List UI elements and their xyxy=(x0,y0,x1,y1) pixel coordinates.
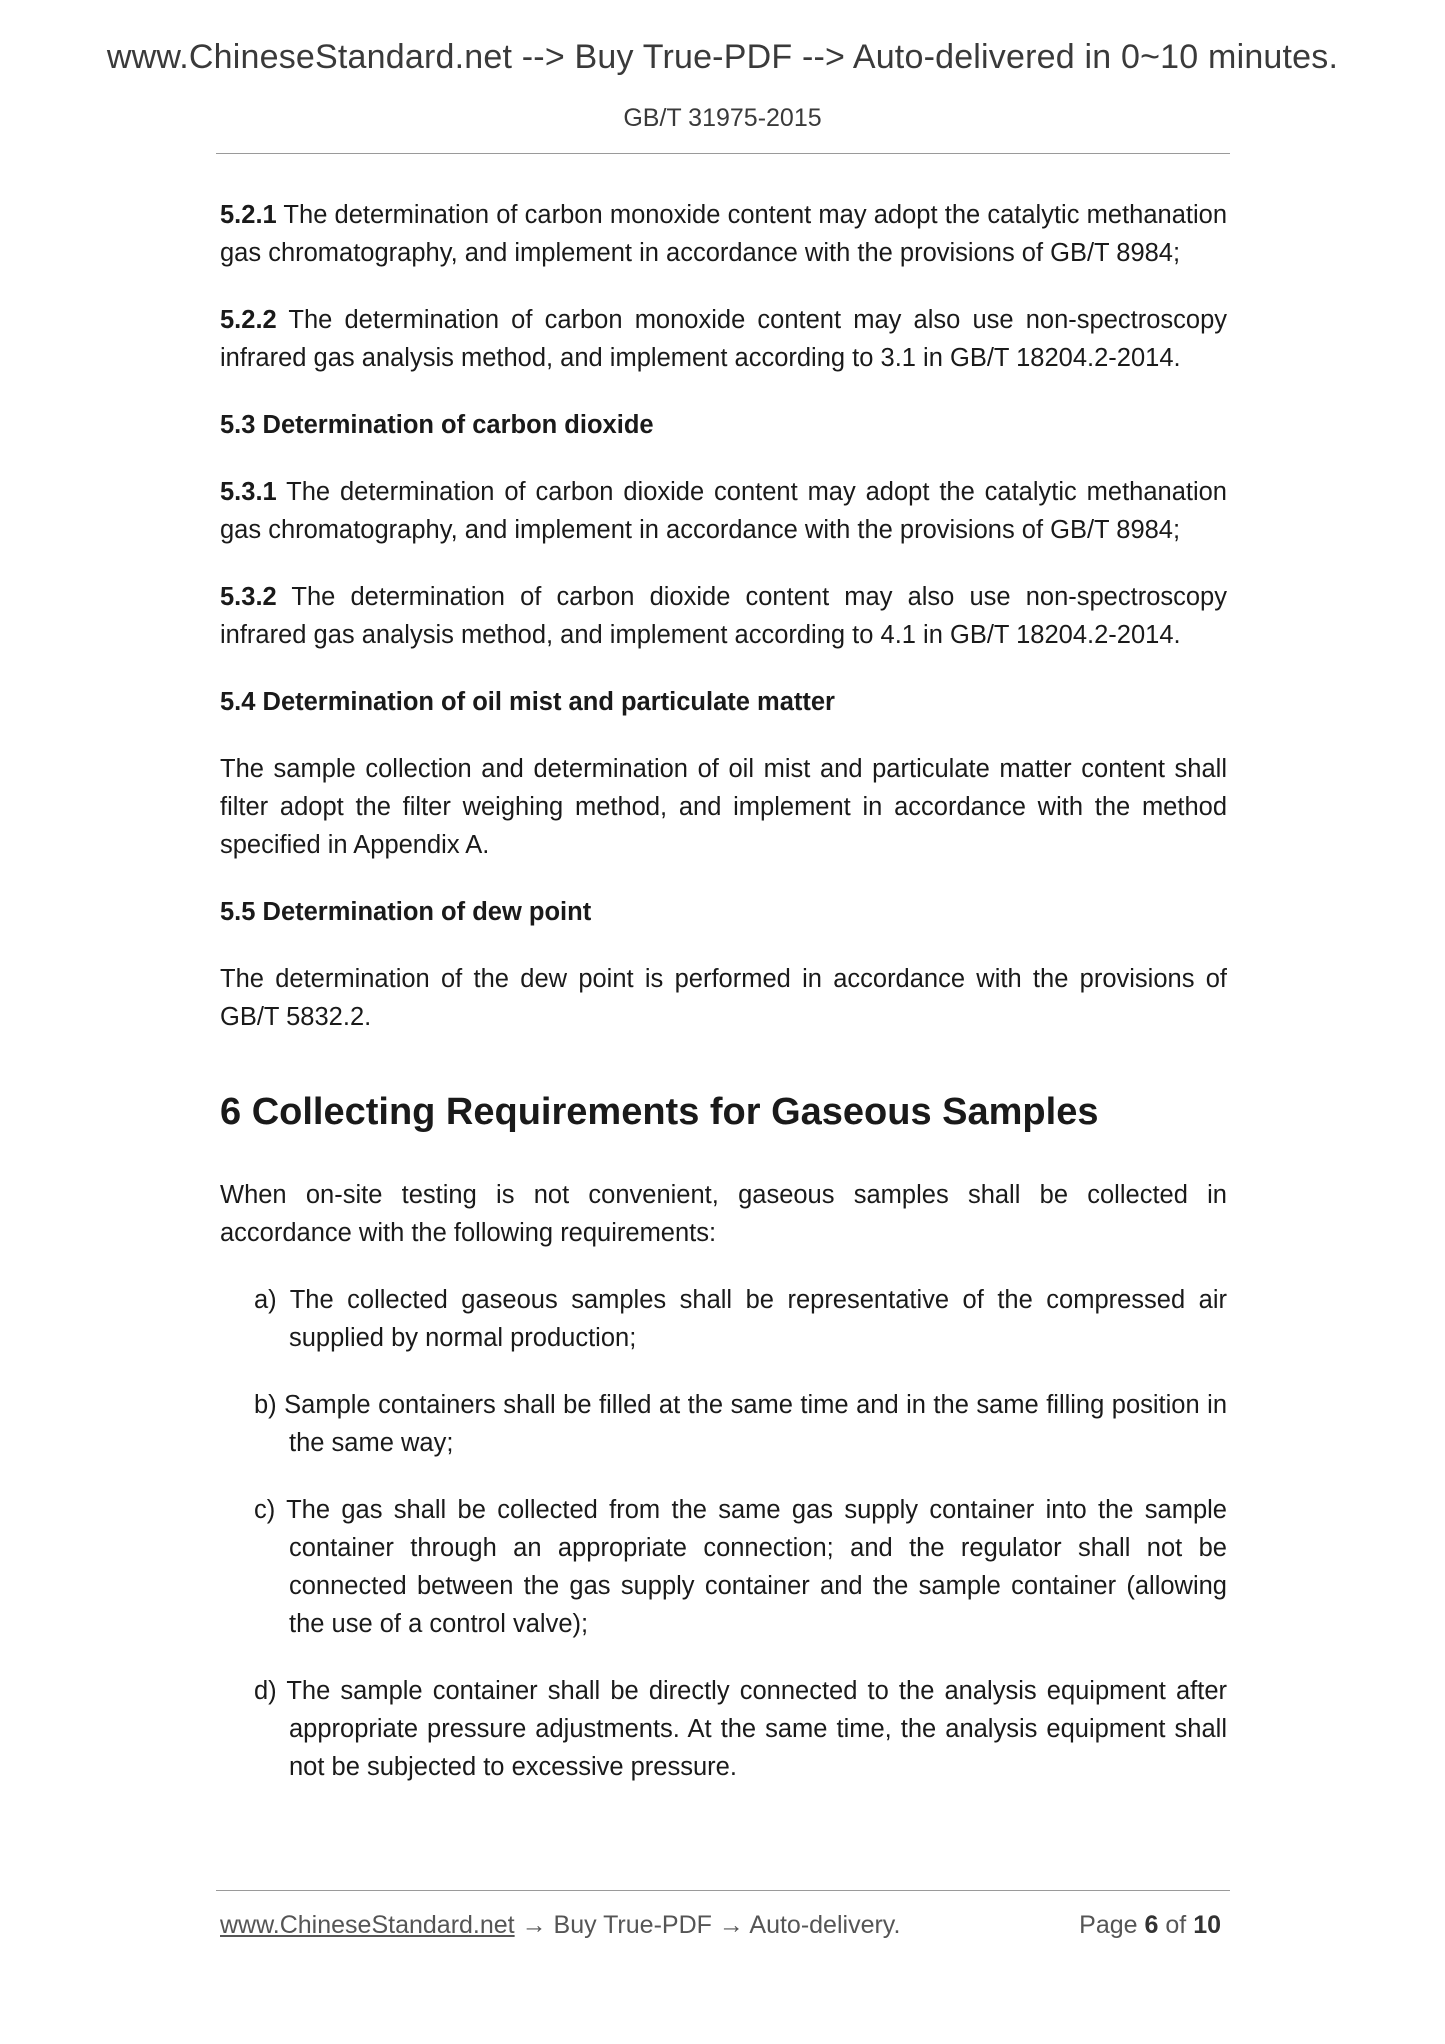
list-item-c: c) The gas shall be collected from the same gas supply container into the sample container through an appropriate connection; and the regulator shall not be connected between the gas supply container and the sample container (allowing the use of a control valve); xyxy=(254,1496,1227,1638)
clause-5-3-1 xyxy=(220,473,1227,549)
list-item-b: b) Sample containers shall be filled at the same time and in the same filling position in the same way; xyxy=(254,1391,1227,1457)
footer-site-link[interactable]: www.ChineseStandard.net xyxy=(220,1911,515,1939)
page-indicator xyxy=(1079,1911,1221,1940)
clause-number: 5.3.2 xyxy=(220,583,277,611)
clause-text: The determination of carbon monoxide content may also use non-spectroscopy infrared gas analysis method, and implement according to 3.1 in GB/T 18204.2-2014. xyxy=(220,306,1227,372)
clause-5-2-1 xyxy=(220,196,1227,272)
clause-text: The determination of carbon dioxide content may also use non-spectroscopy infrared gas analysis method, and implement according to 4.1 in GB/T 18204.2-2014. xyxy=(220,583,1227,649)
section-heading-5-4: 5.4 Determination of oil mist and particulate matter xyxy=(220,688,835,716)
of-label: of xyxy=(1165,1911,1187,1939)
clause-5-3-2 xyxy=(220,578,1227,654)
clause-number: 5.2.2 xyxy=(220,306,277,334)
clause-number: 5.2.1 xyxy=(220,201,277,229)
chapter-heading-6: 6 Collecting Requirements for Gaseous Samples xyxy=(220,1091,1099,1133)
clause-text: The determination of carbon monoxide content may adopt the catalytic methanation gas chromatography, and implement in accordance with the provisions of GB/T 8984; xyxy=(220,201,1227,267)
list-item-d: d) The sample container shall be directly connected to the analysis equipment after appropriate pressure adjustments. At the same time, the analysis equipment shall not be subjected to excessive pressure. xyxy=(254,1677,1227,1781)
chapter-6-intro: When on-site testing is not convenient, gaseous samples shall be collected in accordance with the following requirements: xyxy=(220,1181,1227,1247)
section-5-4-text: The sample collection and determination of oil mist and particulate matter content shall filter adopt the filter weighing method, and implement in accordance with the method specified in Appendix A. xyxy=(220,755,1227,859)
footer xyxy=(220,1911,1227,1940)
page-content xyxy=(220,196,1227,1815)
clause-text: The determination of carbon dioxide content may adopt the catalytic methanation gas chromatography, and implement in accordance with the provisions of GB/T 8984; xyxy=(220,478,1227,544)
page-label: Page xyxy=(1079,1911,1138,1939)
page-number: 6 xyxy=(1144,1911,1159,1939)
footer-divider xyxy=(216,1890,1230,1891)
section-heading-5-3: 5.3 Determination of carbon dioxide xyxy=(220,411,654,439)
top-banner: www.ChineseStandard.net --> Buy True-PDF --> Auto-delivered in 0~10 minutes. xyxy=(106,38,1339,76)
header-divider xyxy=(216,153,1230,154)
clause-5-2-2 xyxy=(220,301,1227,377)
list-item-a: a) The collected gaseous samples shall be representative of the compressed air supplied by normal production; xyxy=(254,1286,1227,1352)
document-code: GB/T 31975-2015 xyxy=(623,104,822,132)
page-total: 10 xyxy=(1193,1911,1221,1939)
section-5-5-text: The determination of the dew point is performed in accordance with the provisions of GB/T 5832.2. xyxy=(220,965,1227,1031)
clause-number: 5.3.1 xyxy=(220,478,277,506)
section-heading-5-5: 5.5 Determination of dew point xyxy=(220,898,592,926)
footer-tagline: → Buy True-PDF → Auto-delivery. xyxy=(514,1911,901,1939)
